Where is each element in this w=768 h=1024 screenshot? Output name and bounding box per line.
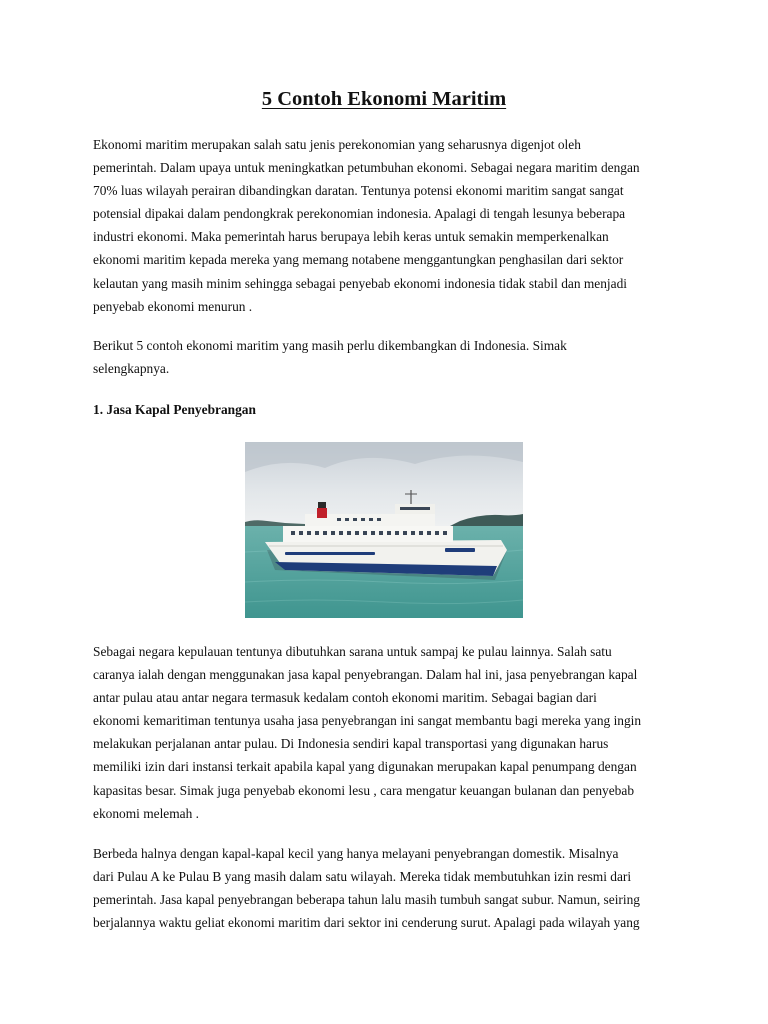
ferry-line: kapasitas besar. Simak juga penyebab ekonomi lesu , cara mengatur keuangan bulanan dan penyebab (93, 782, 635, 798)
ferry-line: caranya ialah dengan menggunakan jasa kapal penyebrangan. Dalam hal ini, jasa penyebrangan kapal (93, 667, 638, 683)
ferry-line: memiliki izin dari instansi terkait apabila kapal yang digunakan merupakan kapal penumpang dengan (93, 759, 637, 775)
intro-line: industri ekonomi. Maka pemerintah harus berupaya lebih keras untuk semakin memperkenalkan (93, 229, 609, 245)
ferry-line: antar pulau atau antar negara termasuk kedalam contoh ekonomi maritim. Sebagai bagian dari (93, 690, 597, 706)
ship-funnel (317, 508, 327, 518)
intro-line: kelautan yang masih minim sehingga sebagai penyebab ekonomi indonesia tidak stabil dan menjadi (93, 275, 628, 291)
domestic-ferry-line: Berbeda halnya dengan kapal-kapal kecil yang hanya melayani penyebrangan domestik. Misalnya (93, 846, 619, 861)
intro-paragraph (93, 133, 683, 318)
ferry-line: melakukan perjalanan antar pulau. Di Indonesia sendiri kapal transportasi yang digunakan harus (93, 736, 609, 752)
intro-line: pemerintah. Dalam upaya untuk meningkatkan petumbuhan ekonomi. Sebagai negara maritim dengan (93, 160, 640, 176)
intro-line: 70% luas wilayah perairan dibandingkan daratan. Tentunya potensi ekonomi maritim sangat sangat (93, 183, 624, 199)
list-intro-line: Berikut 5 contoh ekonomi maritim yang masih perlu dikembangkan di Indonesia. Simak (93, 338, 567, 353)
domestic-ferry-line: berjalannya waktu geliat ekonomi maritim dari sektor ini cenderung surut. Apalagi pada wilayah yang (93, 915, 640, 931)
ferry-ship-illustration (245, 442, 523, 618)
document-title: 5 Contoh Ekonomi Maritim (261, 88, 507, 110)
domestic-ferry-line: dari Pulau A ke Pulau B yang masih dalam satu wilayah. Mereka tidak membutuhkan izin resmi dari (93, 869, 632, 885)
list-intro-line: selengkapnya. (93, 361, 170, 377)
ferry-line: ekonomi kemaritiman tentunya usaha jasa penyebrangan ini sangat membantu bagi mereka yang ingin (93, 713, 642, 729)
intro-line: penyebab ekonomi menurun . (93, 298, 253, 314)
ferry-line: ekonomi melemah . (93, 805, 199, 821)
domestic-ferry-line: pemerintah. Jasa kapal penyebrangan beberapa tahun lalu masih tumbuh sangat subur. Namun, seiring (93, 892, 640, 908)
ferry-line: Sebagai negara kepulauan tentunya dibutuhkan sarana untuk sampaj ke pulau lainnya. Salah satu (93, 644, 612, 659)
ferry-paragraph (93, 640, 683, 825)
intro-line: Ekonomi maritim merupakan salah satu jenis perekonomian yang seharusnya digenjot oleh (93, 137, 581, 152)
list-intro-paragraph (93, 334, 683, 380)
domestic-ferry-paragraph (93, 842, 683, 934)
intro-line: potensial dipakai dalam pendongkrak perekonomian indonesia. Apalagi di tengah lesunya beberapa (93, 206, 626, 222)
intro-line: ekonomi maritim kepada mereka yang memang notabene menggantungkan penghasilan dari sektor (93, 252, 624, 268)
ferry-ship-photo (245, 442, 523, 618)
section-heading-jasa-kapal: 1. Jasa Kapal Penyebrangan (93, 402, 256, 417)
